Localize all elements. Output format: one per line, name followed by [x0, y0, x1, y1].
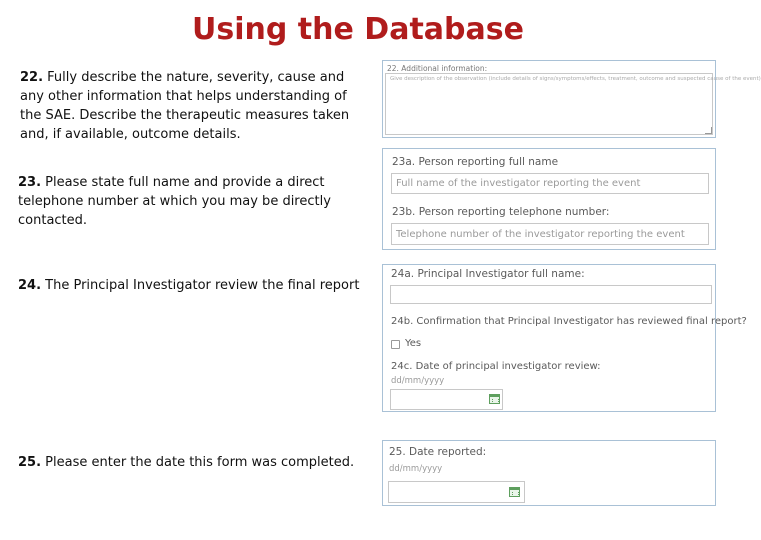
pi-name-input[interactable] — [390, 285, 712, 304]
pi-review-date-hint: dd/mm/yyyy — [391, 376, 445, 386]
reporter-phone-label: 23b. Person reporting telephone number: — [392, 206, 610, 218]
date-reported-hint: dd/mm/yyyy — [389, 464, 443, 474]
question-25-number: 25. — [18, 455, 42, 470]
additional-info-textarea[interactable] — [385, 73, 761, 135]
reporter-phone-placeholder: Telephone number of the investigator reporting the event — [396, 228, 685, 240]
panel-principal-investigator — [382, 264, 747, 412]
pi-name-label: 24a. Principal Investigator full name: — [391, 268, 585, 280]
panel-additional-info — [382, 60, 761, 138]
question-24 — [18, 276, 368, 295]
calendar-icon[interactable] — [509, 487, 520, 497]
question-22-text: Fully describe the nature, severity, cause and any other information that helps understanding of the SAE. Describe the therapeutic measures taken and, if available, outcome details. — [20, 70, 350, 142]
question-24-text: The Principal Investigator review the final report — [41, 278, 360, 293]
question-25-text: Please enter the date this form was completed. — [41, 455, 355, 470]
textarea-resize-handle[interactable] — [705, 127, 712, 134]
pi-confirm-label: 24b. Confirmation that Principal Investigator has reviewed final report? — [391, 316, 747, 327]
panel-reporter — [382, 148, 716, 250]
question-23-text: Please state full name and provide a direct telephone number at which you may be directly contacted. — [18, 175, 331, 228]
reporter-name-label: 23a. Person reporting full name — [392, 156, 559, 168]
question-22 — [20, 68, 350, 144]
question-23-number: 23. — [18, 175, 42, 190]
date-reported-input[interactable] — [388, 481, 525, 503]
additional-info-hint: Give description of the observation (include details of signs/symptoms/effects, treatment, outcome and suspected cause of the event) — [390, 76, 761, 82]
reporter-phone-input[interactable] — [391, 223, 709, 245]
reporter-name-input[interactable] — [391, 173, 709, 194]
additional-info-label: 22. Additional information: — [387, 64, 488, 73]
slide-title: Using the Database — [192, 12, 524, 47]
question-24-number: 24. — [18, 278, 42, 293]
pi-review-date-input[interactable] — [390, 389, 503, 410]
question-22-number: 22. — [20, 70, 44, 85]
question-25 — [18, 453, 368, 472]
pi-review-date-label: 24c. Date of principal investigator review: — [391, 361, 601, 372]
panel-date-reported — [382, 440, 716, 506]
date-reported-label: 25. Date reported: — [389, 446, 487, 458]
reporter-name-placeholder: Full name of the investigator reporting the event — [396, 178, 641, 189]
pi-confirm-option-label: Yes — [405, 338, 422, 349]
question-23 — [18, 173, 348, 230]
calendar-icon[interactable] — [489, 394, 500, 404]
pi-confirm-checkbox[interactable] — [391, 340, 400, 349]
